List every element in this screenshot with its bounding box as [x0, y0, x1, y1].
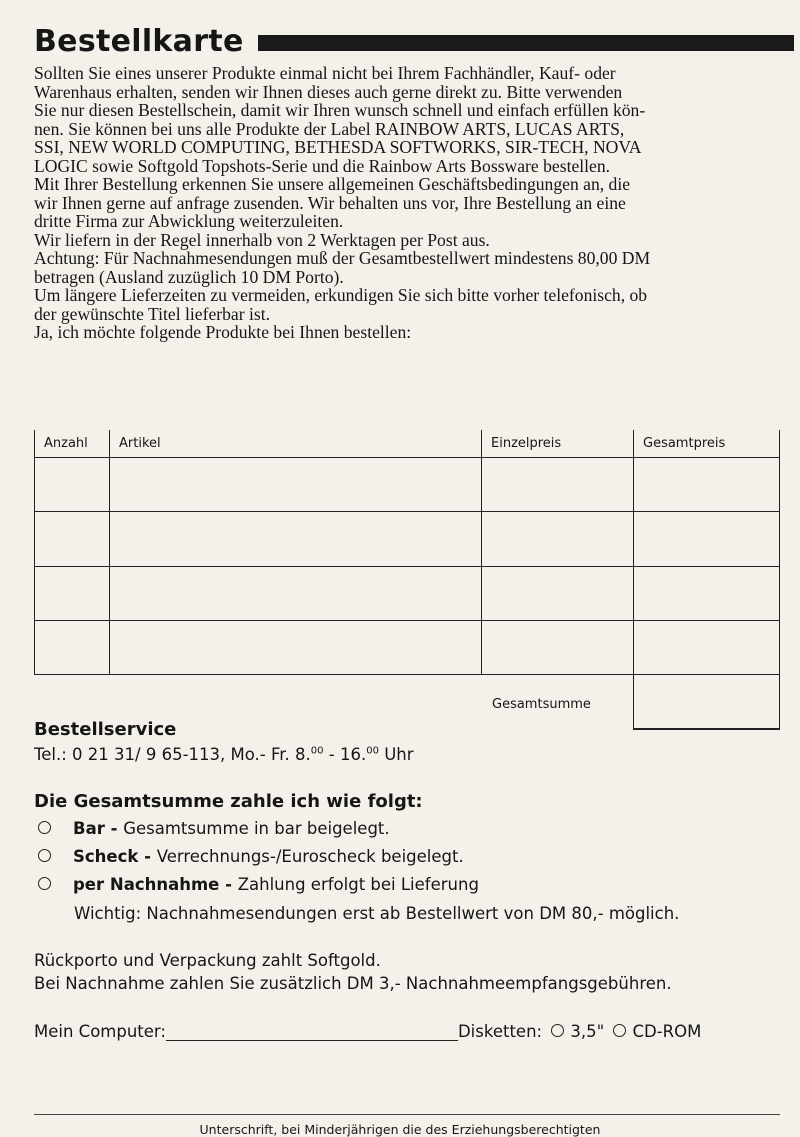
service-title: Bestellservice	[34, 719, 177, 740]
intro-line: Achtung: Für Nachnahmesendungen muß der Gesamtbestellwert mindestens 80,00 DM	[34, 248, 651, 268]
payment-note: Wichtig: Nachnahmesendungen erst ab Bestellwert von DM 80,- möglich.	[74, 904, 680, 923]
disk-option-35: 3,5"	[570, 1022, 605, 1041]
payment-title: Die Gesamtsumme zahle ich wie folgt:	[34, 791, 423, 812]
column-divider	[481, 430, 482, 674]
intro-line: dritte Firma zur Abwicklung weiterzuleiten.	[34, 211, 344, 231]
phone-text: - 16.	[323, 745, 367, 764]
intro-line: der gewünschte Titel lieferbar ist.	[34, 303, 270, 324]
row-divider	[34, 566, 780, 567]
time-superscript: 00	[310, 745, 324, 757]
computer-row	[34, 1022, 701, 1041]
disk-label: Disketten:	[457, 1022, 543, 1041]
radio-button[interactable]	[38, 821, 51, 834]
phone-text: Uhr	[378, 745, 414, 764]
total-field[interactable]	[634, 675, 779, 728]
option-label: Bar -	[73, 819, 124, 838]
table-row[interactable]	[35, 458, 109, 511]
table-border-right	[779, 430, 780, 730]
payment-option-nachnahme	[38, 875, 479, 894]
row-divider	[34, 511, 780, 512]
radio-button[interactable]	[613, 1024, 626, 1037]
computer-label: Mein Computer:	[34, 1022, 166, 1041]
payment-option-bar	[38, 819, 390, 838]
time-superscript: 00	[366, 745, 379, 757]
intro-line: Wir liefern in der Regel innerhalb von 2 Werktagen per Post aus.	[34, 229, 490, 250]
intro-line: Warenhaus erhalten, senden wir Ihnen dieses auch gerne direkt zu. Bitte verwenden	[34, 81, 623, 102]
intro-line: SSI, NEW WORLD COMPUTING, BETHESDA SOFTWORKS, SIR-TECH, NOVA	[34, 137, 642, 157]
column-header-gesamtpreis: Gesamtpreis	[643, 436, 726, 451]
intro-line: Um längere Lieferzeiten zu vermeiden, erkundigen Sie sich bitte vorher telefonisch, ob	[34, 285, 648, 305]
column-header-einzelpreis: Einzelpreis	[491, 436, 562, 451]
intro-line: nen. Sie können bei uns alle Produkte der Label RAINBOW ARTS, LUCAS ARTS,	[34, 118, 625, 139]
signature-line[interactable]	[34, 1114, 780, 1115]
option-label: Scheck -	[73, 847, 157, 866]
phone-text: Tel.: 0 21 31/ 9 65-113, Mo.- Fr. 8.	[34, 745, 311, 764]
option-text: Zahlung erfolgt bei Lieferung	[237, 875, 479, 894]
service-phone	[34, 745, 414, 764]
title-row	[34, 22, 794, 62]
intro-line: Ja, ich möchte folgende Produkte bei Ihnen bestellen:	[34, 322, 412, 342]
radio-button[interactable]	[38, 877, 51, 890]
intro-line: Mit Ihrer Bestellung erkennen Sie unsere allgemeinen Geschäftsbedingungen an, die	[34, 174, 631, 194]
option-text: Gesamtsumme in bar beigelegt.	[123, 819, 390, 838]
radio-button[interactable]	[38, 849, 51, 862]
table-row[interactable]	[110, 458, 481, 511]
intro-line: betragen (Ausland zuzüglich 10 DM Porto).	[34, 266, 344, 287]
option-label: per Nachnahme -	[73, 875, 238, 894]
total-label: Gesamtsumme	[492, 697, 591, 712]
page-title: Bestellkarte	[34, 24, 244, 59]
disk-option-cdrom: CD-ROM	[632, 1022, 702, 1041]
radio-button[interactable]	[551, 1024, 564, 1037]
title-bar-decoration	[258, 35, 794, 51]
row-divider	[34, 620, 780, 621]
intro-line: Sollten Sie eines unserer Produkte einmal nicht bei Ihrem Fachhändler, Kauf- oder	[34, 63, 616, 83]
intro-line: LOGIC sowie Softgold Topshots-Serie und die Rainbow Arts Bossware bestellen.	[34, 155, 611, 176]
total-underline	[633, 728, 780, 730]
shipping-line-1: Rückporto und Verpackung zahlt Softgold.	[34, 951, 381, 970]
option-text: Verrechnungs-/Euroscheck beigelegt.	[156, 847, 464, 866]
shipping-line-2: Bei Nachnahme zahlen Sie zusätzlich DM 3,- Nachnahmeempfangsgebühren.	[34, 974, 672, 993]
intro-text	[34, 64, 796, 342]
signature-label: Unterschrift, bei Minderjährigen die des Erziehungsberechtigten	[199, 1122, 601, 1137]
column-header-artikel: Artikel	[119, 436, 161, 451]
payment-option-scheck	[38, 847, 464, 866]
intro-line: Sie nur diesen Bestellschein, damit wir Ihren wunsch schnell und einfach erfüllen kön-	[34, 100, 646, 120]
column-header-anzahl: Anzahl	[44, 436, 88, 451]
intro-line: wir Ihnen gerne auf anfrage zusenden. Wir behalten uns vor, Ihre Bestellung an eine	[34, 192, 626, 213]
computer-input[interactable]	[166, 1022, 458, 1041]
